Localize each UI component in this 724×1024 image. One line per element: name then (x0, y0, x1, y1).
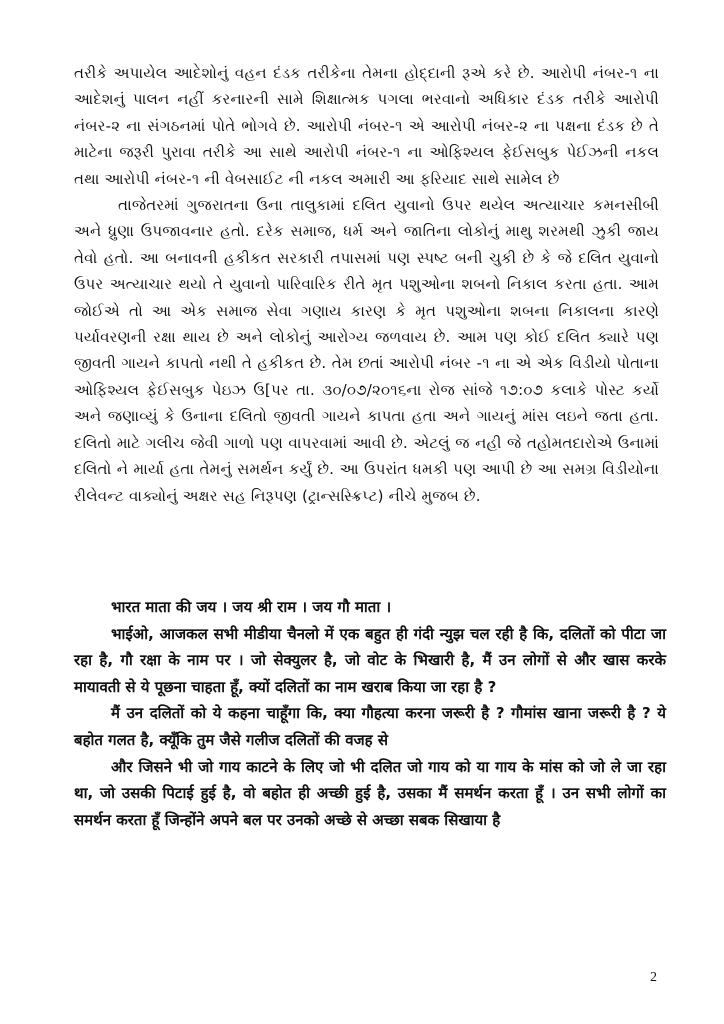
hindi-paragraph-2: मैं उन दलितों को ये कहना चाहूँगा कि, क्या गौहत्या करना जरूरी है ? गौमांस खाना जरूरी है ? ये बहोत गलत है, क्यूँकि तुम जैसे गलीज दलितों की वजह से (74, 704, 666, 749)
gujarati-section (74, 60, 659, 509)
gujarati-paragraph-2: તાજેતરમાં ગુજરાતના ઉના તાલુકામાં દલિત યુવાનો ઉપર થયેલ અત્યાચાર કમનસીબી અને ધ્રુણા ઉપજાવનાર હતો. દરેક સમાજ, ધર્મ અને જાતિના લોકોનું માથુ શરમથી ઝુકી જાય તેવો હતો. આ બનાવની હકીકત સરકારી તપાસમાં પણ સ્પષ્ટ બની ચુકી છે કે જે દલિત યુવાનો ઉપર અત્યાચાર થયો તે યુવાનો પારિવારિક રીતે મૃત પશુઓના શબનો નિકાલ કરતા હતા. આમ જોઈએ તો આ એક સમાજ સેવા ગણાય કારણ કે મૃત પશુઓના શબના નિકાલના કારણે પર્યાવરણની રક્ષા થાય છે અને લોકોનું આરોગ્ય જળવાય છે. આમ પણ કોઈ દલિત ક્યારે પણ જીવતી ગાયને કાપતો નથી તે હકીકત છે. તેમ છતાં આરોપી નંબર -૧ ના એ એક વિડીયો પોતાના ઓફિશ્યલ ફેઈસબુક પેઇઝ ઉ[પર તા. ૩૦/૦૭/૨૦૧૬ના રોજ સાંજે ૧૭:૦૭ કલાકે પોસ્ટ કર્યો અને જણાવ્યું કે ઉનાના દલિતો જીવતી ગાયને કાપતા હતા અને ગાયનું માંસ લઇને જતા હતા. દલિતો માટે ગલીચ જેવી ગાળો પણ વાપરવામાં આવી છે. એટલું જ નહી જે તહોમતદારોએ ઉનામાં દલિતો ને માર્યા હતા તેમનું સમર્થન કર્યું છે. આ ઉપરાંત ધમકી પણ આપી છે આ સમગ્ર વિડીયોના રીલેવન્ટ વાક્યોનું અક્ષર સહ નિરૂપણ (ટ્રાન્સસ્ક્રિપ્ટ) નીચે મુજબ છે. (74, 196, 659, 505)
page-number: 2 (650, 970, 657, 985)
hindi-paragraph-1: भाईओ, आजकल सभी मीडीया चैनलो में एक बहुत ही गंदी न्युझ चल रही है कि, दलितों को पीटा जा रहा है, गौ रक्षा के नाम पर । जो सेक्युलर है, जो वोट के भिखारी है, मैं उन लोगों से और खास करके मायावती से ये पूछना चाहता हूँ, क्यों दलितों का नाम खराब किया जा रहा है ? (74, 624, 666, 696)
hindi-paragraph-3: और जिसने भी जो गाय काटने के लिए जो भी दलित जो गाय को या गाय के मांस को जो ले जा रहा था, जो उसकी पिटाई हुई है, वो बहोत ही अच्छी हुई है, उसका मैं समर्थन करता हूँ । उन सभी लोगों का समर्थन करता हूँ जिन्होंने अपने बल पर उनको अच्छे से अच्छा सबक सिखाया है (74, 757, 666, 829)
gujarati-paragraph-1: તરીકે અપાયેલ આદેશોનું વહન દંડક તરીકેના તેમના હોદ્દાની રૂએ કરે છે. આરોપી નંબર-૧ ના આદેશનું પાલન નહીં કરનારની સામે શિક્ષાત્મક પગલા ભરવાનો અધિકાર દંડક તરીકે આરોપી નંબર-૨ ના સંગઠનમાં પોતે ભોગવે છે. આરોપી નંબર-૧ એ આરોપી નંબર-૨ ના પક્ષના દંડક છે તે માટેના જરૂરી પુરાવા તરીકે આ સાથે આરોપી નંબર-૧ ના ઓફિશ્યલ ફેઈસબુક પેઈઝની નકલ તથા આરોપી નંબર-૧ ની વેબસાઈટ ની નકલ અમારી આ ફરિયાદ સાથે સામેલ છે (74, 64, 659, 188)
hindi-slogan-line: भारत माता की जय । जय श्री राम । जय गौ माता । (111, 598, 392, 616)
hindi-transcript-section (74, 594, 666, 833)
